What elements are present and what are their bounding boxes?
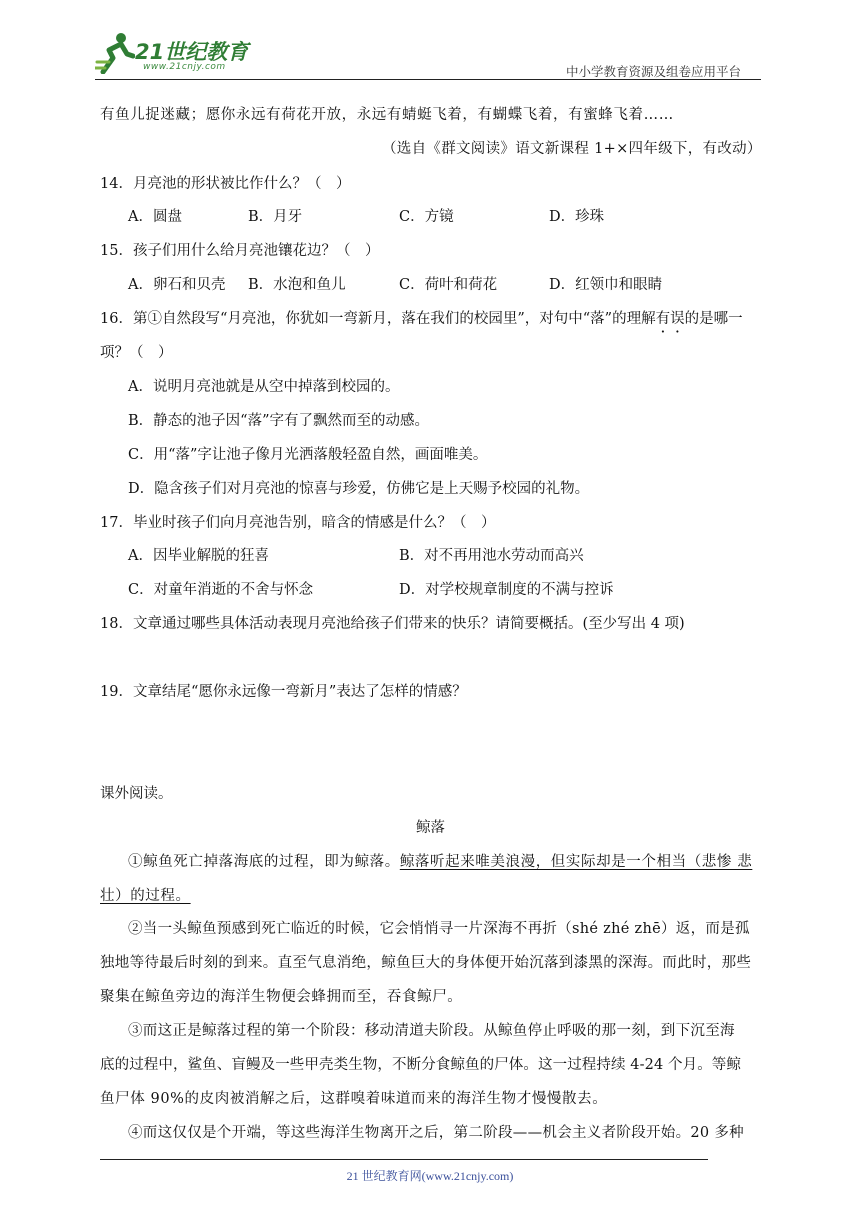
question-14-stem: 14．月亮池的形状被比作什么？（ ） [100,176,351,192]
header-divider [95,79,761,80]
question-16-stem-line2: 项？（ ） [100,345,173,361]
platform-name: 中小学教育资源及组卷应用平台 [566,64,742,79]
q16-option-b: B．静态的池子因“落”字有了飘然而至的动感。 [128,413,429,429]
q17-option-b: B．对不再用池水劳动而高兴 [399,548,584,564]
article-title: 鲸落 [416,820,445,836]
q14-option-a: A．圆盘 [128,209,182,225]
p1-underlined-text-end: 壮）的过程。 [100,888,191,904]
logo-title: 21世纪教育 [135,40,249,64]
passage-ending: 有鱼儿捉迷藏；愿你永远有荷花开放，永远有蜻蜓飞着，有蝴蝶飞着，有蜜蜂飞着…… [100,107,674,123]
footer-divider [100,1159,708,1160]
question-16-stem [100,309,743,329]
q15-option-a: A．卵石和贝壳 [128,277,226,293]
question-19-stem: 19．文章结尾“愿你永远像一弯新月”表达了怎样的情感？ [100,684,467,700]
header [0,0,860,80]
q16-stem-text-end: 的是哪一 [684,311,743,327]
section-label: 课外阅读。 [100,786,173,802]
q15-option-b: B．水泡和鱼儿 [248,277,346,293]
q16-option-c: C．用“落”字让池子像月光洒落般轻盈自然，画面唯美。 [128,447,488,463]
paragraph-4-line-1: ④而这仅仅是个开端，等这些海洋生物离开之后，第二阶段——机会主义者阶段开始。20 多种 [128,1125,744,1141]
footer-text: 21 世纪教育网(www.21cnjy.com) [346,1169,514,1183]
q15-option-c: C．荷叶和荷花 [399,277,498,293]
question-15-stem: 15．孩子们用什么给月亮池镶花边？（ ） [100,243,380,259]
paragraph-3-line-3: 鱼尸体 90%的皮肉被消解之后，这群嗅着味道而来的海洋生物才慢慢散去。 [100,1091,608,1107]
q14-option-d: D．珍珠 [549,209,605,225]
q17-option-a: A．因毕业解脱的狂喜 [128,548,269,564]
q16-emphasis-char-2: 误 [670,311,685,327]
q17-option-d: D．对学校规章制度的不满与控诉 [399,582,614,598]
passage-source: （选自《群文阅读》语文新课程 1+×四年级下，有改动） [382,141,762,157]
q16-stem-text: 16．第①自然段写“月亮池，你犹如一弯新月，落在我们的校园里”，对句中“落”的理解 [100,311,656,327]
paragraph-1-line-2 [100,886,191,906]
p1-plain-text: ①鲸鱼死亡掉落海底的过程，即为鲸落。 [128,854,400,870]
paragraph-3-line-2: 底的过程中，鲨鱼、盲鳗及一些甲壳类生物，不断分食鲸鱼的尸体。这一过程持续 4-24 个月。等鲸 [100,1057,741,1073]
logo [95,32,265,74]
question-17-stem: 17．毕业时孩子们向月亮池告别，暗含的情感是什么？（ ） [100,515,496,531]
q16-option-d: D．隐含孩子们对月亮池的惊喜与珍爱，仿佛它是上天赐予校园的礼物。 [128,481,590,497]
q14-option-c: C．方镜 [399,209,454,225]
q16-option-a: A．说明月亮池就是从空中掉落到校园的。 [128,379,400,395]
paragraph-2-line-1: ②当一头鲸鱼预感到死亡临近的时候，它会悄悄寻一片深海不再折（shé zhé zhē）返，而是孤 [128,921,750,937]
paragraph-2-line-3: 聚集在鲸鱼旁边的海洋生物便会蜂拥而至，吞食鲸尸。 [100,989,463,1005]
q15-option-d: D．红领巾和眼睛 [549,277,663,293]
question-18-stem: 18．文章通过哪些具体活动表现月亮池给孩子们带来的快乐？请简要概括。(至少写出 4 项) [100,616,685,632]
paragraph-1-line-1 [128,852,752,872]
paragraph-3-line-1: ③而这正是鲸落过程的第一个阶段：移动清道夫阶段。从鲸鱼停止呼吸的那一刻，到下沉至海 [128,1023,735,1039]
q17-option-c: C．对童年消逝的不舍与怀念 [128,582,314,598]
q14-option-b: B．月牙 [248,209,303,225]
q16-emphasis-char-1: 有 [655,311,671,327]
paragraph-2-line-2: 独地等待最后时刻的到来。直至气息消绝，鲸鱼巨大的身体便开始沉落到漆黑的深海。而此时，那些 [100,955,752,971]
logo-url: www.21cnjy.com [143,62,226,72]
p1-underlined-text: 鲸落听起来唯美浪漫，但实际却是一个相当（悲惨 悲 [399,854,753,870]
runner-logo-icon [95,32,135,74]
